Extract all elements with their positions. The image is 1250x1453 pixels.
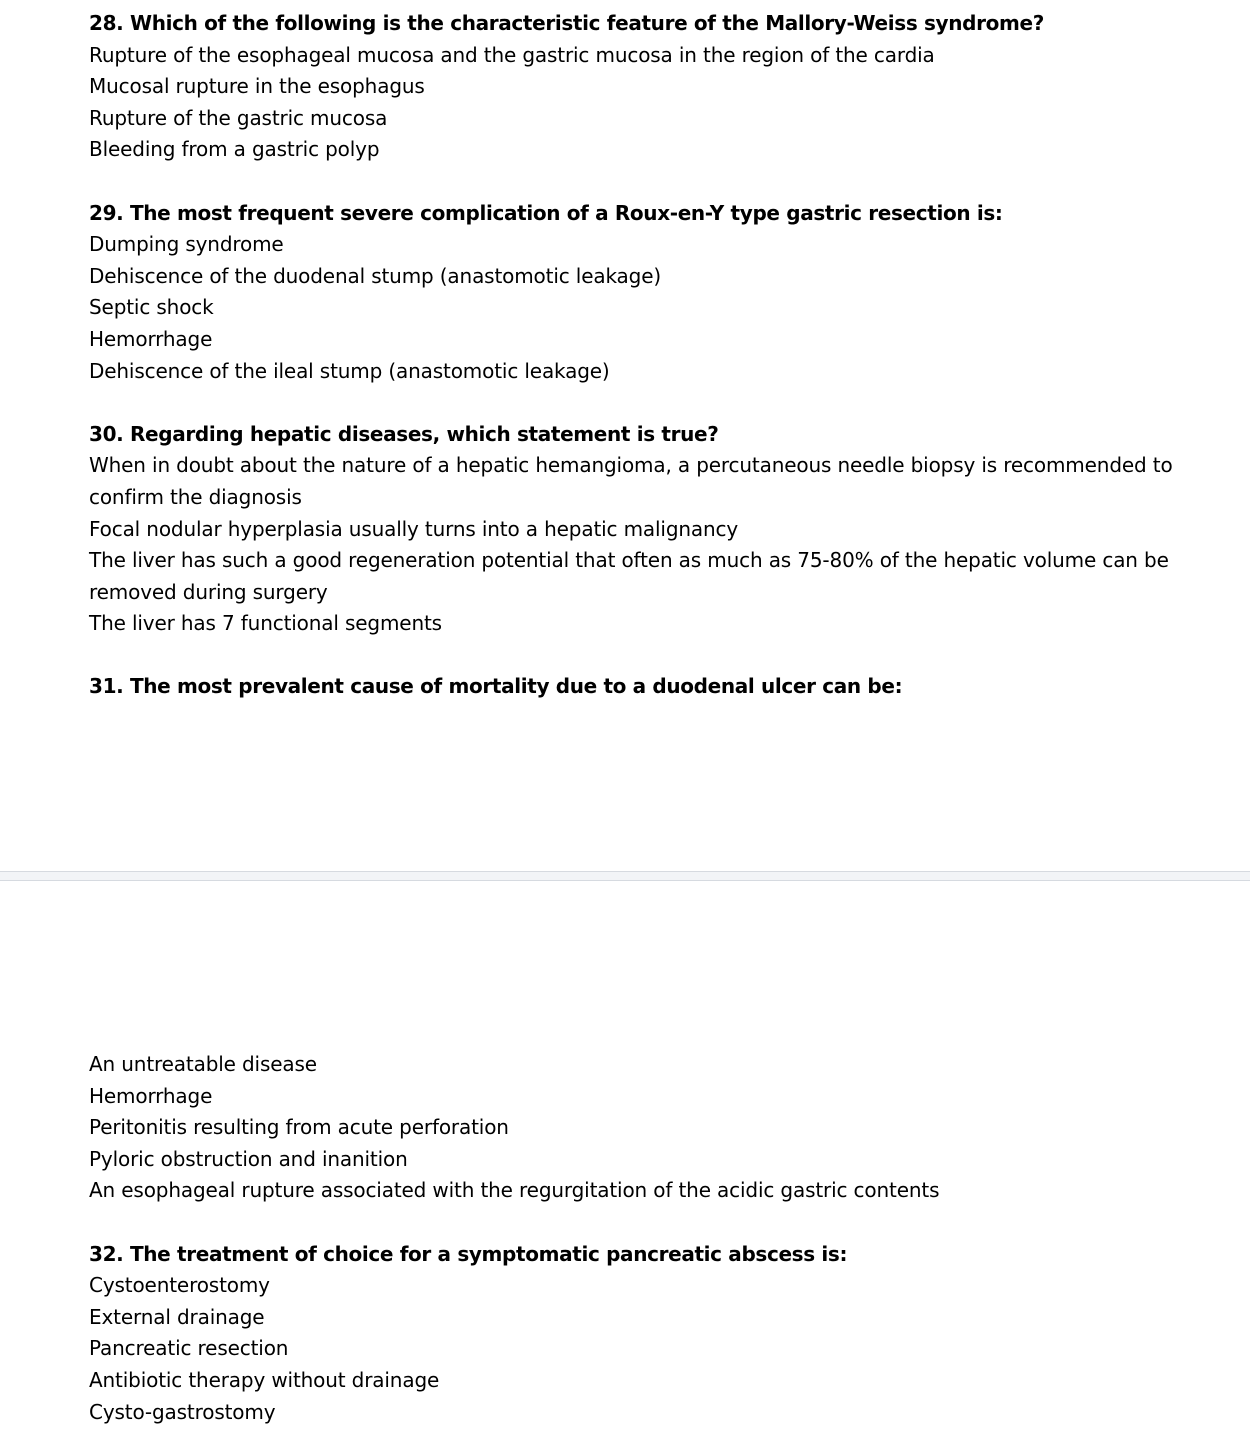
page-2-content [89,1049,1189,1428]
answer-option: Dumping syndrome [89,232,284,257]
question-32 [89,1239,1189,1429]
answer-option: Antibiotic therapy without drainage [89,1367,440,1392]
answer-option: Bleeding from a gastric polyp [89,137,380,162]
answer-option: Rupture of the gastric mucosa [89,105,388,130]
answer-option: Cysto-gastrostomy [89,1399,276,1424]
answer-option: External drainage [89,1304,265,1329]
answer-option: Dehiscence of the duodenal stump (anastomotic leakage) [89,263,661,288]
question-prompt: 28. Which of the following is the characteristic feature of the Mallory-Weiss syndrome? [89,11,1044,35]
answer-option: Pyloric obstruction and inanition [89,1146,408,1171]
answer-option: Peritonitis resulting from acute perforation [89,1115,509,1140]
answer-option: Hemorrhage [89,326,213,351]
page-break-divider [0,871,1250,881]
question-prompt: 32. The treatment of choice for a symptomatic pancreatic abscess is: [89,1241,848,1266]
answer-option: When in doubt about the nature of a hepatic hemangioma, a percutaneous needle biopsy is recommended to confirm the diagnosis [89,453,1173,509]
paragraph-gap [89,387,1189,419]
question-29 [89,198,1189,388]
page-1-content [89,8,1189,703]
answer-option: An esophageal rupture associated with the regurgitation of the acidic gastric contents [89,1178,940,1203]
paragraph-gap [89,1207,1189,1239]
answer-option: Cystoenterostomy [89,1273,270,1298]
answer-option: Hemorrhage [89,1083,213,1108]
answer-option: The liver has 7 functional segments [89,611,442,636]
question-31-options [89,1049,1189,1207]
answer-option: An untreatable disease [89,1052,317,1076]
answer-option: Pancreatic resection [89,1336,289,1361]
paragraph-gap [89,166,1189,198]
question-prompt: 31. The most prevalent cause of mortality due to a duodenal ulcer can be: [89,674,903,699]
answer-option: Rupture of the esophageal mucosa and the gastric mucosa in the region of the cardia [89,42,935,67]
answer-option: The liver has such a good regeneration potential that often as much as 75-80% of the hepatic volume can be removed during surgery [89,548,1169,604]
answer-option: Septic shock [89,295,214,320]
question-prompt: 29. The most frequent severe complication of a Roux-en-Y type gastric resection is: [89,200,1003,225]
question-prompt: 30. Regarding hepatic diseases, which statement is true? [89,421,719,446]
question-31 [89,671,1189,703]
answer-option: Mucosal rupture in the esophagus [89,74,425,99]
paragraph-gap [89,640,1189,672]
question-28 [89,8,1189,166]
question-30 [89,419,1189,640]
answer-option: Dehiscence of the ileal stump (anastomotic leakage) [89,358,610,383]
answer-option: Focal nodular hyperplasia usually turns into a hepatic malignancy [89,516,739,541]
